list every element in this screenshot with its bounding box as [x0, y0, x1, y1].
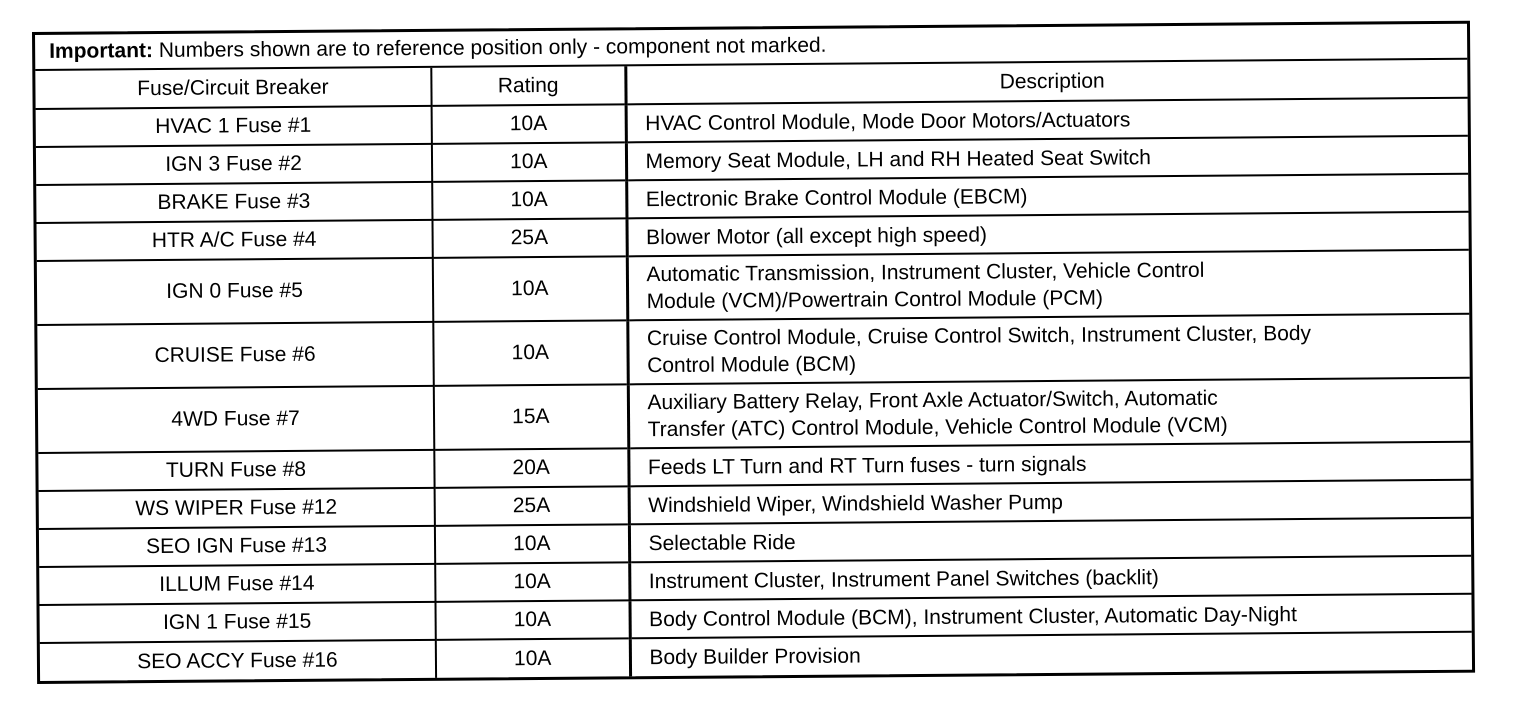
fuse-table [32, 21, 1475, 684]
fuse-grid [35, 60, 1472, 681]
fuse-name-cell: SEO IGN Fuse #13 [39, 526, 435, 567]
fuse-name-cell: HTR A/C Fuse #4 [37, 220, 433, 261]
description-cell: Auxiliary Battery Relay, Front Axle Actuator/Switch, Automatic Transfer (ATC) Control Module, Vehicle Control Module (VCM) [628, 378, 1470, 449]
fuse-name-cell: ILLUM Fuse #14 [39, 564, 435, 605]
rating-cell: 10A [432, 180, 626, 220]
description-cell: Cruise Control Module, Cruise Control Switch, Instrument Cluster, Body Control Module (BCM) [627, 314, 1469, 385]
table-row [38, 378, 1470, 453]
important-note-text: Numbers shown are to reference position only - component not marked. [152, 33, 827, 63]
rating-cell: 10A [435, 524, 629, 564]
fuse-name-cell: 4WD Fuse #7 [38, 386, 434, 453]
fuse-name-cell: TURN Fuse #8 [38, 450, 434, 491]
table-row [37, 250, 1469, 325]
description-cell: Selectable Ride [629, 518, 1471, 563]
column-header-description: Description [625, 60, 1467, 105]
important-note-label: Important: [49, 39, 154, 63]
rating-cell: 25A [432, 218, 626, 258]
fuse-name-cell: IGN 3 Fuse #2 [36, 144, 432, 185]
fuse-name-cell: HVAC 1 Fuse #1 [36, 106, 432, 147]
rating-cell: 10A [433, 256, 627, 322]
fuse-name-cell: WS WIPER Fuse #12 [39, 488, 435, 529]
description-cell: Body Control Module (BCM), Instrument Cluster, Automatic Day-Night [629, 594, 1471, 639]
rating-cell: 15A [434, 384, 628, 450]
fuse-name-cell: CRUISE Fuse #6 [37, 322, 433, 389]
rating-cell: 10A [433, 320, 627, 386]
rating-cell: 10A [432, 142, 626, 182]
column-header-fuse: Fuse/Circuit Breaker [35, 68, 431, 109]
rating-cell: 10A [436, 638, 630, 678]
fuse-rows [36, 98, 1472, 681]
description-cell: Body Builder Provision [630, 632, 1472, 677]
description-cell: Automatic Transmission, Instrument Cluster, Vehicle Control Module (VCM)/Powertrain Control Module (PCM) [627, 250, 1469, 321]
rating-cell: 20A [434, 448, 628, 488]
description-cell: Instrument Cluster, Instrument Panel Switches (backlit) [629, 556, 1471, 601]
fuse-name-cell: IGN 1 Fuse #15 [40, 602, 436, 643]
description-cell: Blower Motor (all except high speed) [626, 212, 1468, 257]
rating-cell: 10A [435, 600, 629, 640]
description-cell: Feeds LT Turn and RT Turn fuses - turn signals [628, 442, 1470, 487]
description-cell: Memory Seat Module, LH and RH Heated Seat Switch [626, 136, 1468, 181]
rating-cell: 10A [432, 104, 626, 144]
table-row [37, 314, 1469, 389]
description-cell: Windshield Wiper, Windshield Washer Pump [629, 480, 1471, 525]
description-cell: Electronic Brake Control Module (EBCM) [626, 174, 1468, 219]
rating-cell: 10A [435, 562, 629, 602]
column-header-rating: Rating [431, 66, 625, 106]
rating-cell: 25A [435, 486, 629, 526]
description-cell: HVAC Control Module, Mode Door Motors/Actuators [626, 98, 1468, 143]
fuse-name-cell: SEO ACCY Fuse #16 [40, 640, 436, 681]
fuse-name-cell: IGN 0 Fuse #5 [37, 258, 433, 325]
fuse-name-cell: BRAKE Fuse #3 [36, 182, 432, 223]
